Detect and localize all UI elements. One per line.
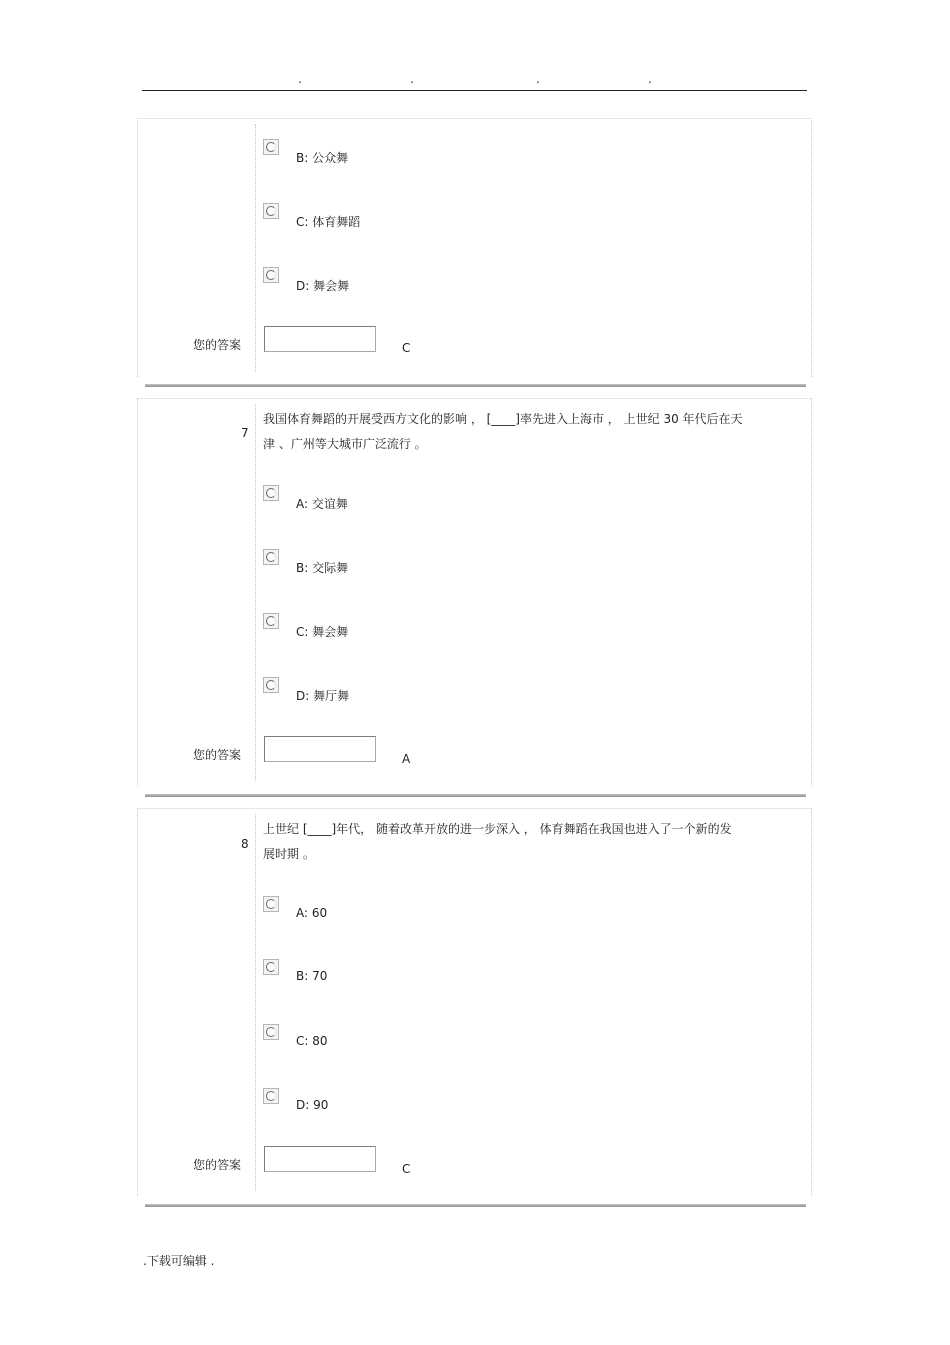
page-footer: .下载可编辑 .	[143, 1254, 215, 1268]
option-label: C: 80	[296, 1034, 328, 1048]
question-text	[263, 817, 803, 867]
question-7-panel	[137, 398, 812, 786]
question-text-line: 上世纪 [____]年代， 随着改革开放的进一步深入 ， 体育舞蹈在我国也进入了一个新的发	[263, 822, 732, 836]
option-label: B: 交际舞	[296, 561, 349, 575]
radio-icon[interactable]	[263, 677, 279, 693]
question-text-line: 展时期 。	[263, 847, 315, 861]
radio-icon[interactable]	[263, 896, 279, 912]
radio-icon[interactable]	[263, 203, 279, 219]
radio-icon[interactable]	[263, 485, 279, 501]
question-text-line: 津 、广州等大城市广泛流行 。	[263, 437, 427, 451]
option-label: C: 舞会舞	[296, 625, 349, 639]
correct-answer: C	[402, 1162, 411, 1176]
header-dot: .	[298, 72, 302, 86]
answer-input[interactable]	[264, 736, 376, 762]
column-divider	[255, 124, 256, 372]
radio-icon[interactable]	[263, 267, 279, 283]
question-6-panel	[137, 118, 812, 377]
answer-label: 您的答案	[193, 338, 242, 352]
radio-icon[interactable]	[263, 1088, 279, 1104]
question-number: 8	[241, 837, 249, 851]
page-header-dots	[0, 72, 950, 86]
panel-separator	[145, 1204, 806, 1207]
radio-icon[interactable]	[263, 549, 279, 565]
question-text	[263, 407, 803, 457]
header-rule	[142, 90, 807, 91]
option-label: D: 90	[296, 1098, 329, 1112]
radio-icon[interactable]	[263, 959, 279, 975]
panel-separator	[145, 794, 806, 797]
option-label: B: 公众舞	[296, 151, 349, 165]
correct-answer: A	[402, 752, 411, 766]
radio-icon[interactable]	[263, 139, 279, 155]
question-8-panel	[137, 808, 812, 1196]
option-label: A: 交谊舞	[296, 497, 348, 511]
option-label: A: 60	[296, 906, 328, 920]
radio-icon[interactable]	[263, 613, 279, 629]
answer-input[interactable]	[264, 1146, 376, 1172]
column-divider	[255, 814, 256, 1191]
correct-answer: C	[402, 341, 411, 355]
header-dot: .	[536, 72, 540, 86]
question-number: 7	[241, 426, 249, 440]
header-dot: .	[410, 72, 414, 86]
answer-label: 您的答案	[193, 748, 242, 762]
option-label: D: 舞会舞	[296, 279, 350, 293]
header-dot: .	[648, 72, 652, 86]
question-text-line: 我国体育舞蹈的开展受西方文化的影响 ， [____]率先进入上海市 ， 上世纪 30 年代后在天	[263, 412, 743, 426]
option-label: C: 体育舞蹈	[296, 215, 361, 229]
option-label: B: 70	[296, 969, 328, 983]
answer-input[interactable]	[264, 326, 376, 352]
radio-icon[interactable]	[263, 1024, 279, 1040]
panel-separator	[145, 384, 806, 387]
column-divider	[255, 404, 256, 781]
option-label: D: 舞厅舞	[296, 689, 350, 703]
answer-label: 您的答案	[193, 1158, 242, 1172]
